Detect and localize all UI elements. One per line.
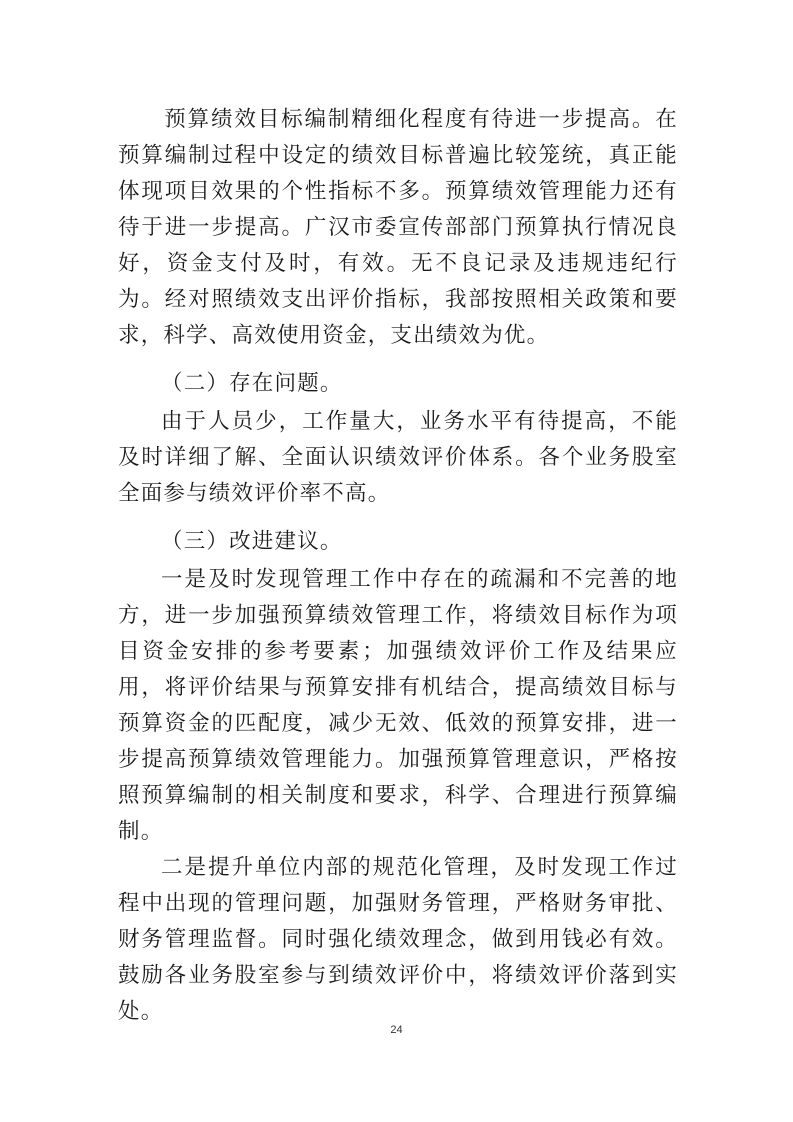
paragraph-suggestion-one: 一是及时发现管理工作中存在的疏漏和不完善的地方，进一步加强预算绩效管理工作，将绩效目标作为项目资金安排的参考要素；加强绩效评价工作及结果应用，将评价结果与预算安排有机结合，提高绩效目标与预算资金的匹配度，减少无效、低效的预算安排，进一步提高预算绩效管理能力。加强预算管理意识，严格按照预算编制的相关制度和要求，科学、合理进行预算编制。 (118, 567, 678, 844)
paragraph-performance-summary: 预算绩效目标编制精细化程度有待进一步提高。在预算编制过程中设定的绩效目标普遍比较笼统，真正能体现项目效果的个性指标不多。预算绩效管理能力还有待于进一步提高。广汉市委宣传部部门预算执行情况良好，资金支付及时，有效。无不良记录及违规违纪行为。经对照绩效支出评价指标，我部按照相关政策和要求，科学、高效使用资金，支出绩效为优。 (118, 107, 678, 348)
paragraph-existing-problems: 由于人员少，工作量大，业务水平有待提高，不能及时详细了解、全面认识绩效评价体系。各个业务股室全面参与绩效评价率不高。 (118, 409, 678, 506)
paragraph-suggestion-two: 二是提升单位内部的规范化管理，及时发现工作过程中出现的管理问题，加强财务管理，严格财务审批、财务管理监督。同时强化绩效理念，做到用钱必有效。鼓励各业务股室参与到绩效评价中，将绩效评价落到实处。 (118, 855, 678, 1024)
section-heading-improvement-suggestions: （三）改进建议。 (161, 529, 343, 554)
section-heading-existing-problems: （二）存在问题。 (161, 371, 343, 396)
page-number: 24 (390, 1024, 403, 1036)
document-body (118, 102, 678, 1030)
